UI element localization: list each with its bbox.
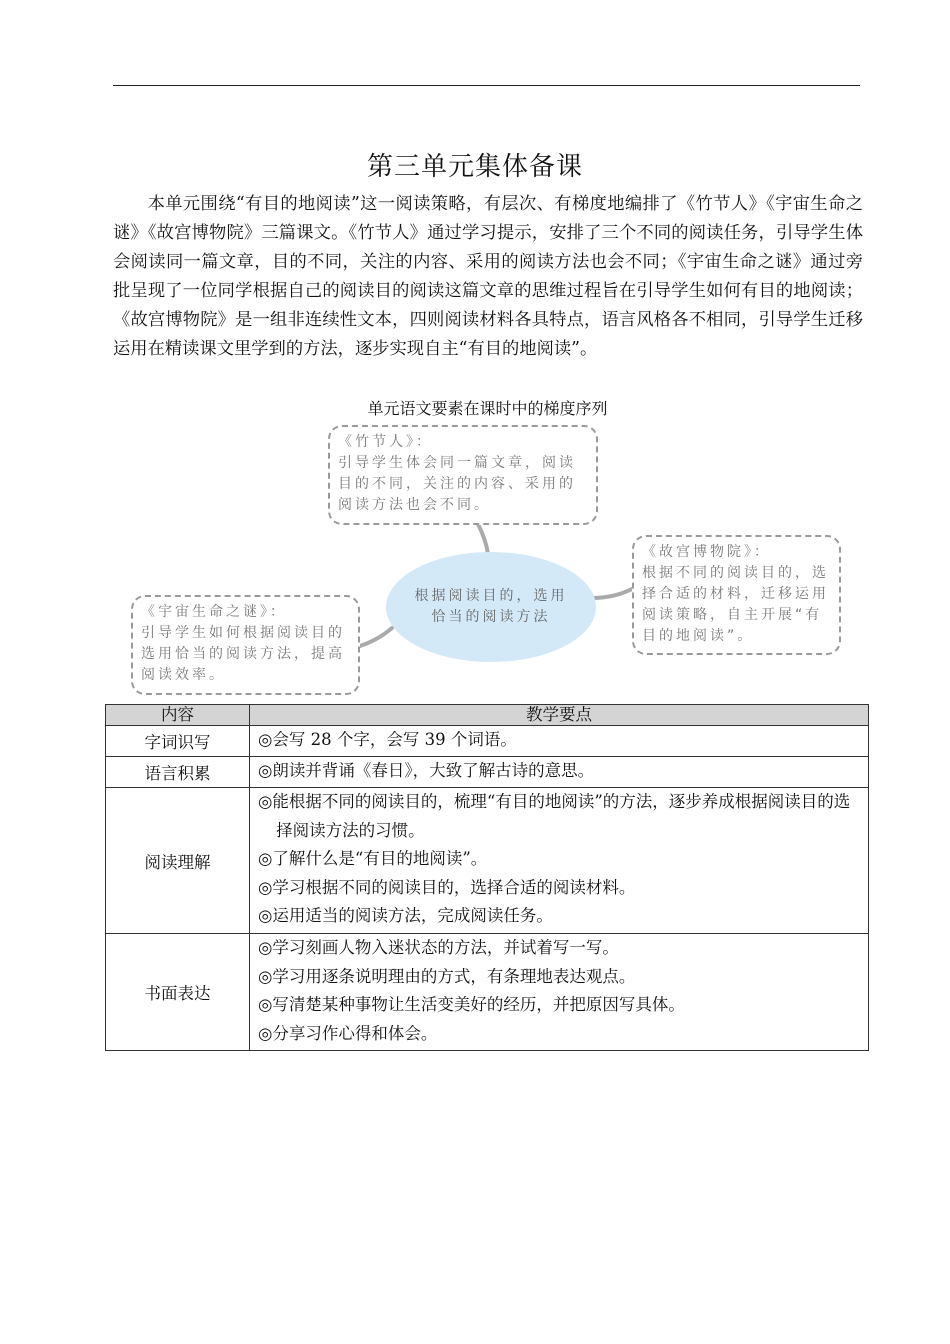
connector-left: [360, 628, 392, 646]
row-category: 字词识写: [106, 726, 250, 757]
row-category: 语言积累: [106, 757, 250, 788]
teaching-point: ◎朗读并背诵《春日》，大致了解古诗的意思。: [258, 761, 595, 780]
table-header-row: [106, 705, 869, 726]
table-row: [106, 788, 869, 934]
bubble-gugong-head: 《故宫博物院》：: [642, 544, 771, 560]
connector-top: [478, 524, 488, 554]
connector-right: [592, 588, 634, 598]
table-row: [106, 757, 869, 788]
teaching-point: ◎运用适当的阅读方法，完成阅读任务。: [258, 906, 553, 925]
bubble-gugong-body: 根据不同的阅读目的，选择合适的材料，迁移运用阅读策略，自主开展“有目的地阅读”。: [642, 565, 829, 644]
row-points: [250, 726, 869, 757]
header-points: 教学要点: [250, 705, 869, 726]
bubble-zhujieren: [328, 425, 598, 525]
center-ellipse: [386, 552, 596, 662]
bubble-yuzhou-body: 引导学生如何根据阅读目的选用恰当的阅读方法，提高阅读效率。: [141, 625, 345, 683]
page-title: 第三单元集体备课: [366, 152, 583, 182]
teaching-point: ◎能根据不同的阅读目的，梳理“有目的地阅读”的方法，逐步养成根据阅读目的选择阅读方法的习惯。: [258, 792, 851, 840]
intro-paragraph: 本单元围绕“有目的地阅读”这一阅读策略，有层次、有梯度地编排了《竹节人》《宇宙生命之谜》《故宫博物院》三篇课文。《竹节人》通过学习提示，安排了三个不同的阅读任务，引导学生体会阅读同一篇文章，目的不同，关注的内容、采用的阅读方法也会不同；《宇宙生命之谜》通过旁批呈现了一位同学根据自己的阅读目的阅读这篇文章的思维过程旨在引导学生如何有目的地阅读；《故宫博物院》是一组非连续性文本，四则阅读材料各具特点，语言风格各不相同，引导学生迁移运用在精读课文里学到的方法，逐步实现自主“有目的地阅读”。: [113, 194, 863, 359]
teaching-points-table: [105, 704, 869, 1051]
teaching-point: ◎学习刻画人物入迷状态的方法，并试着写一写。: [258, 938, 619, 957]
teaching-point: ◎了解什么是“有目的地阅读”。: [258, 849, 488, 868]
bubble-zhujieren-head: 《竹节人》：: [338, 434, 433, 450]
bubble-yuzhou-head: 《宇宙生命之谜》：: [141, 604, 287, 620]
row-points: [250, 757, 869, 788]
table-row: [106, 934, 869, 1051]
header-content: 内容: [106, 705, 250, 726]
table-row: [106, 726, 869, 757]
row-category: 阅读理解: [106, 788, 250, 934]
bubble-zhujieren-body: 引导学生体会同一篇文章，阅读目的不同，关注的内容、采用的阅读方法也会不同。: [338, 455, 576, 513]
row-points: [250, 788, 869, 934]
teaching-point: ◎写清楚某种事物让生活变美好的经历，并把原因写具体。: [258, 995, 685, 1014]
row-category: 书面表达: [106, 934, 250, 1051]
center-ellipse-text: 根据阅读目的，选用恰当的阅读方法: [414, 588, 568, 625]
diagram-title: 单元语文要素在课时中的梯度序列: [367, 399, 608, 418]
teaching-point: ◎学习根据不同的阅读目的，选择合适的阅读材料。: [258, 877, 636, 897]
header-rule: [113, 85, 860, 86]
row-points: [250, 934, 869, 1051]
teaching-point: ◎学习用逐条说明理由的方式，有条理地表达观点。: [258, 966, 636, 986]
teaching-point: ◎会写 28 个字，会写 39 个词语。: [258, 730, 517, 749]
teaching-point: ◎分享习作心得和体会。: [258, 1023, 438, 1043]
bubble-yuzhou: [131, 595, 360, 695]
bubble-gugong: [632, 535, 841, 655]
